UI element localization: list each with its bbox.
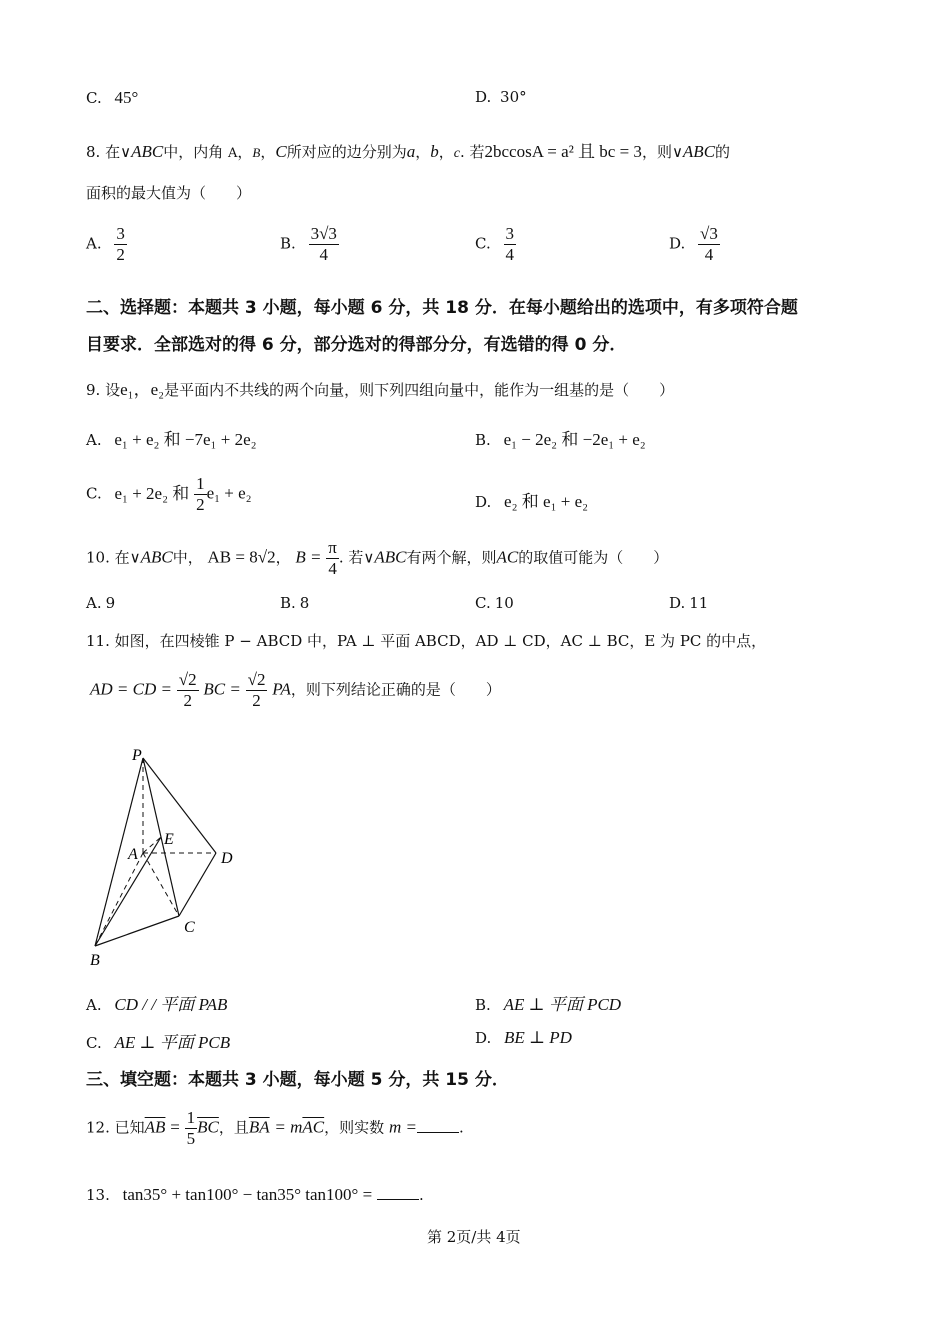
stem-text: ，则∨ [641,143,683,161]
option-text: e₁ + e₂ [206,483,252,503]
section3-heading: 三、填空题：本题共 3 小题，每小题 5 分，共 15 分． [86,1070,509,1090]
option-label: B. [280,594,296,612]
m-var: m = [388,1117,417,1137]
option-label: C. [86,1034,102,1052]
denominator: 2 [196,495,205,514]
numerator: π [328,538,337,557]
stem-text: 的 [715,143,731,161]
stem-text: 在∨ [114,548,141,567]
equals: = [170,1117,180,1137]
stem-text: . 若∨ [338,548,375,567]
option-label: B. [475,431,491,449]
option-text: 8 [299,594,310,612]
q8-option-b [280,224,339,265]
option-text: e₁ + 2e₂ 和 [114,483,190,503]
stem-text: 中，内角 [163,143,224,161]
option-label: D. [669,234,686,253]
page-footer: 第 2页/共 4页 [427,1228,521,1246]
pyramid-figure [80,740,260,975]
answer-blank [377,1185,419,1200]
label-p: P [132,747,142,764]
stem-text: 设 [105,381,121,399]
side-ac: AC [496,547,519,567]
option-text: AE ⊥ 平面 PCB [114,1033,231,1052]
question-number: 13. [86,1186,110,1204]
vector-ba: $\overline{BA}$ [248,1117,270,1137]
q8-stem-line1: 8. 在∨ABC中，内角 A，B，C所对应的边分别为a，b，c. 若2bccosA = a² 且 bc = 3，则∨ABC的 [86,142,731,161]
option-text: e₁ − 2e₂ 和 −2e₁ + e₂ [503,430,646,449]
fraction [504,224,517,265]
edge-ac [143,853,179,916]
stem-text: 已知 [114,1118,145,1137]
q10-option-d [669,594,708,612]
triangle-name: ABC [140,547,173,567]
answer-blank [417,1118,459,1133]
q10-stem [86,538,668,579]
vector-ac: $\overline{AC}$ [302,1117,325,1137]
denominator: 2 [252,691,261,710]
denominator: 4 [505,245,514,264]
side-b: b [430,142,439,161]
stem-text: 在∨ [105,143,132,161]
label-c: C [184,919,195,936]
option-label: D. [475,1029,492,1047]
stem-text: 的取值可能为（ ） [518,548,669,567]
stem-text: . 若 [459,143,485,161]
fraction [246,670,268,711]
q8-option-d [669,224,720,265]
option-label: C. [475,234,491,253]
stem-text: . [418,1186,424,1204]
numerator: √2 [178,670,197,689]
option-label: B. [475,996,491,1014]
triangle-name: ABC [131,142,164,161]
label-a: A [128,846,138,863]
fraction [177,670,199,711]
angle-b: B [252,145,261,160]
denominator: 4 [328,559,337,578]
option-label: C. [475,594,491,612]
vector-bc: $\overline{BC}$ [197,1117,219,1137]
stem-text: . [458,1118,464,1137]
stem-text: 是平面内不共线的两个向量，则下列四组向量中，能作为一组基的是（ ） [164,381,675,399]
option-label: B. [280,234,296,253]
stem-text: ，则下列结论正确的是（ ） [290,680,501,699]
section2-heading-line2: 目要求．全部选对的得 6 分，部分选对的得部分分，有选错的得 0 分． [86,335,627,355]
section2-heading-line1: 二、选择题：本题共 3 小题，每小题 6 分，共 18 分．在每小题给出的选项中，有多项符合题 [86,298,798,318]
label-e: E [164,831,174,848]
q8-option-a [86,224,127,265]
side-ab: AB = 8√2 [207,547,276,567]
fraction [114,224,127,265]
triangle-name: ABC [374,547,407,567]
question-number: 12. [86,1118,110,1137]
fraction [309,224,339,265]
stem-text: ，则实数 [324,1118,385,1137]
angle-a: A [227,146,238,161]
expr: BC = [203,679,241,699]
question-number: 10. [86,548,110,567]
expr: tan35° + tan100° − tan35° tan100° = [122,1185,373,1204]
q9-option-b [475,425,646,450]
q13-stem [86,1185,424,1205]
q12-stem [86,1108,464,1149]
stem-text: ，且 [218,1118,249,1137]
denominator: 2 [116,245,125,264]
stem-text: 如图，在四棱锥 P − ABCD 中，PA ⊥ 平面 ABCD，AD ⊥ CD，AC ⊥ BC，E 为 PC 的中点， [114,632,767,650]
vector-ab: $\overline{AB}$ [144,1117,166,1137]
expr: PA [272,679,291,699]
option-label: C. [86,89,102,107]
question-number: 11. [86,632,110,650]
edge-ae [143,837,161,853]
triangle-name: ABC [682,142,716,161]
option-text: 45° [114,88,139,107]
option-text: CD / / 平面 PAB [114,995,228,1014]
numerator: 1 [196,474,205,493]
stem-text: 有两个解，则 [406,548,497,567]
fraction [194,474,207,515]
expr: AD = CD = [90,679,172,699]
q7-option-d [475,88,527,106]
q10-option-a [86,594,115,612]
q11-option-c [86,1028,230,1053]
q9-option-c [86,474,252,515]
option-text: 30° [500,88,527,106]
q7-option-c [86,88,138,108]
numerator: 3√3 [310,224,337,243]
stem-text: ， [275,548,291,567]
option-label: A. [86,594,102,612]
q11-option-a [86,990,227,1015]
stem-text: 中， [172,548,203,567]
numerator: 3 [116,224,125,243]
fraction [698,224,720,265]
q11-stem-line2 [90,670,501,711]
q8-stem-line2: 面积的最大值为（ ） [86,184,252,202]
q8-option-c [475,224,516,265]
option-label: D. [475,493,492,511]
option-text: AE ⊥ 平面 PCD [503,995,622,1014]
option-label: C. [86,484,102,503]
option-label: A. [86,996,102,1014]
option-label: D. [475,88,492,106]
q10-option-c [475,594,514,612]
fraction [326,538,339,579]
denominator: 4 [319,245,328,264]
label-d: D [221,850,233,867]
option-text: BE ⊥ PD [504,1028,572,1047]
q11-stem-line1 [86,630,766,651]
denominator: 5 [186,1129,196,1148]
edge-cd [179,853,216,916]
question-number: 8. [86,143,101,161]
label-b: B [90,952,100,969]
angle-c: C [275,142,287,161]
angle-b: B = [295,547,322,567]
side-a: a [406,142,416,161]
q11-option-d [475,1028,572,1048]
condition: 2bccosA = a² 且 bc = 3 [484,142,642,161]
equals-m: = m [274,1117,303,1137]
q10-option-b [280,594,309,612]
numerator: 3 [505,224,514,243]
option-text: e₂ 和 e₁ + e₂ [504,492,589,511]
q11-option-b [475,990,621,1015]
option-text: e₁ + e₂ 和 −7e₁ + 2e₂ [114,430,257,449]
numerator: √2 [247,670,266,689]
option-text: 10 [494,594,514,612]
option-text: 11 [689,594,709,612]
fraction [185,1108,198,1149]
option-text: 9 [105,594,116,612]
side-c: c [453,146,460,161]
vectors: e₁，e₂ [120,380,165,399]
question-number: 9. [86,381,101,399]
stem-text: 所对应的边分别为 [286,143,407,161]
q9-option-d [475,487,588,512]
option-label: A. [86,431,102,449]
denominator: 4 [704,245,714,264]
denominator: 2 [183,691,192,710]
q9-option-a [86,425,257,450]
numerator: 1 [186,1108,196,1127]
numerator: √3 [700,224,718,243]
option-label: A. [86,234,102,253]
option-label: D. [669,594,686,612]
q9-stem [86,375,674,400]
